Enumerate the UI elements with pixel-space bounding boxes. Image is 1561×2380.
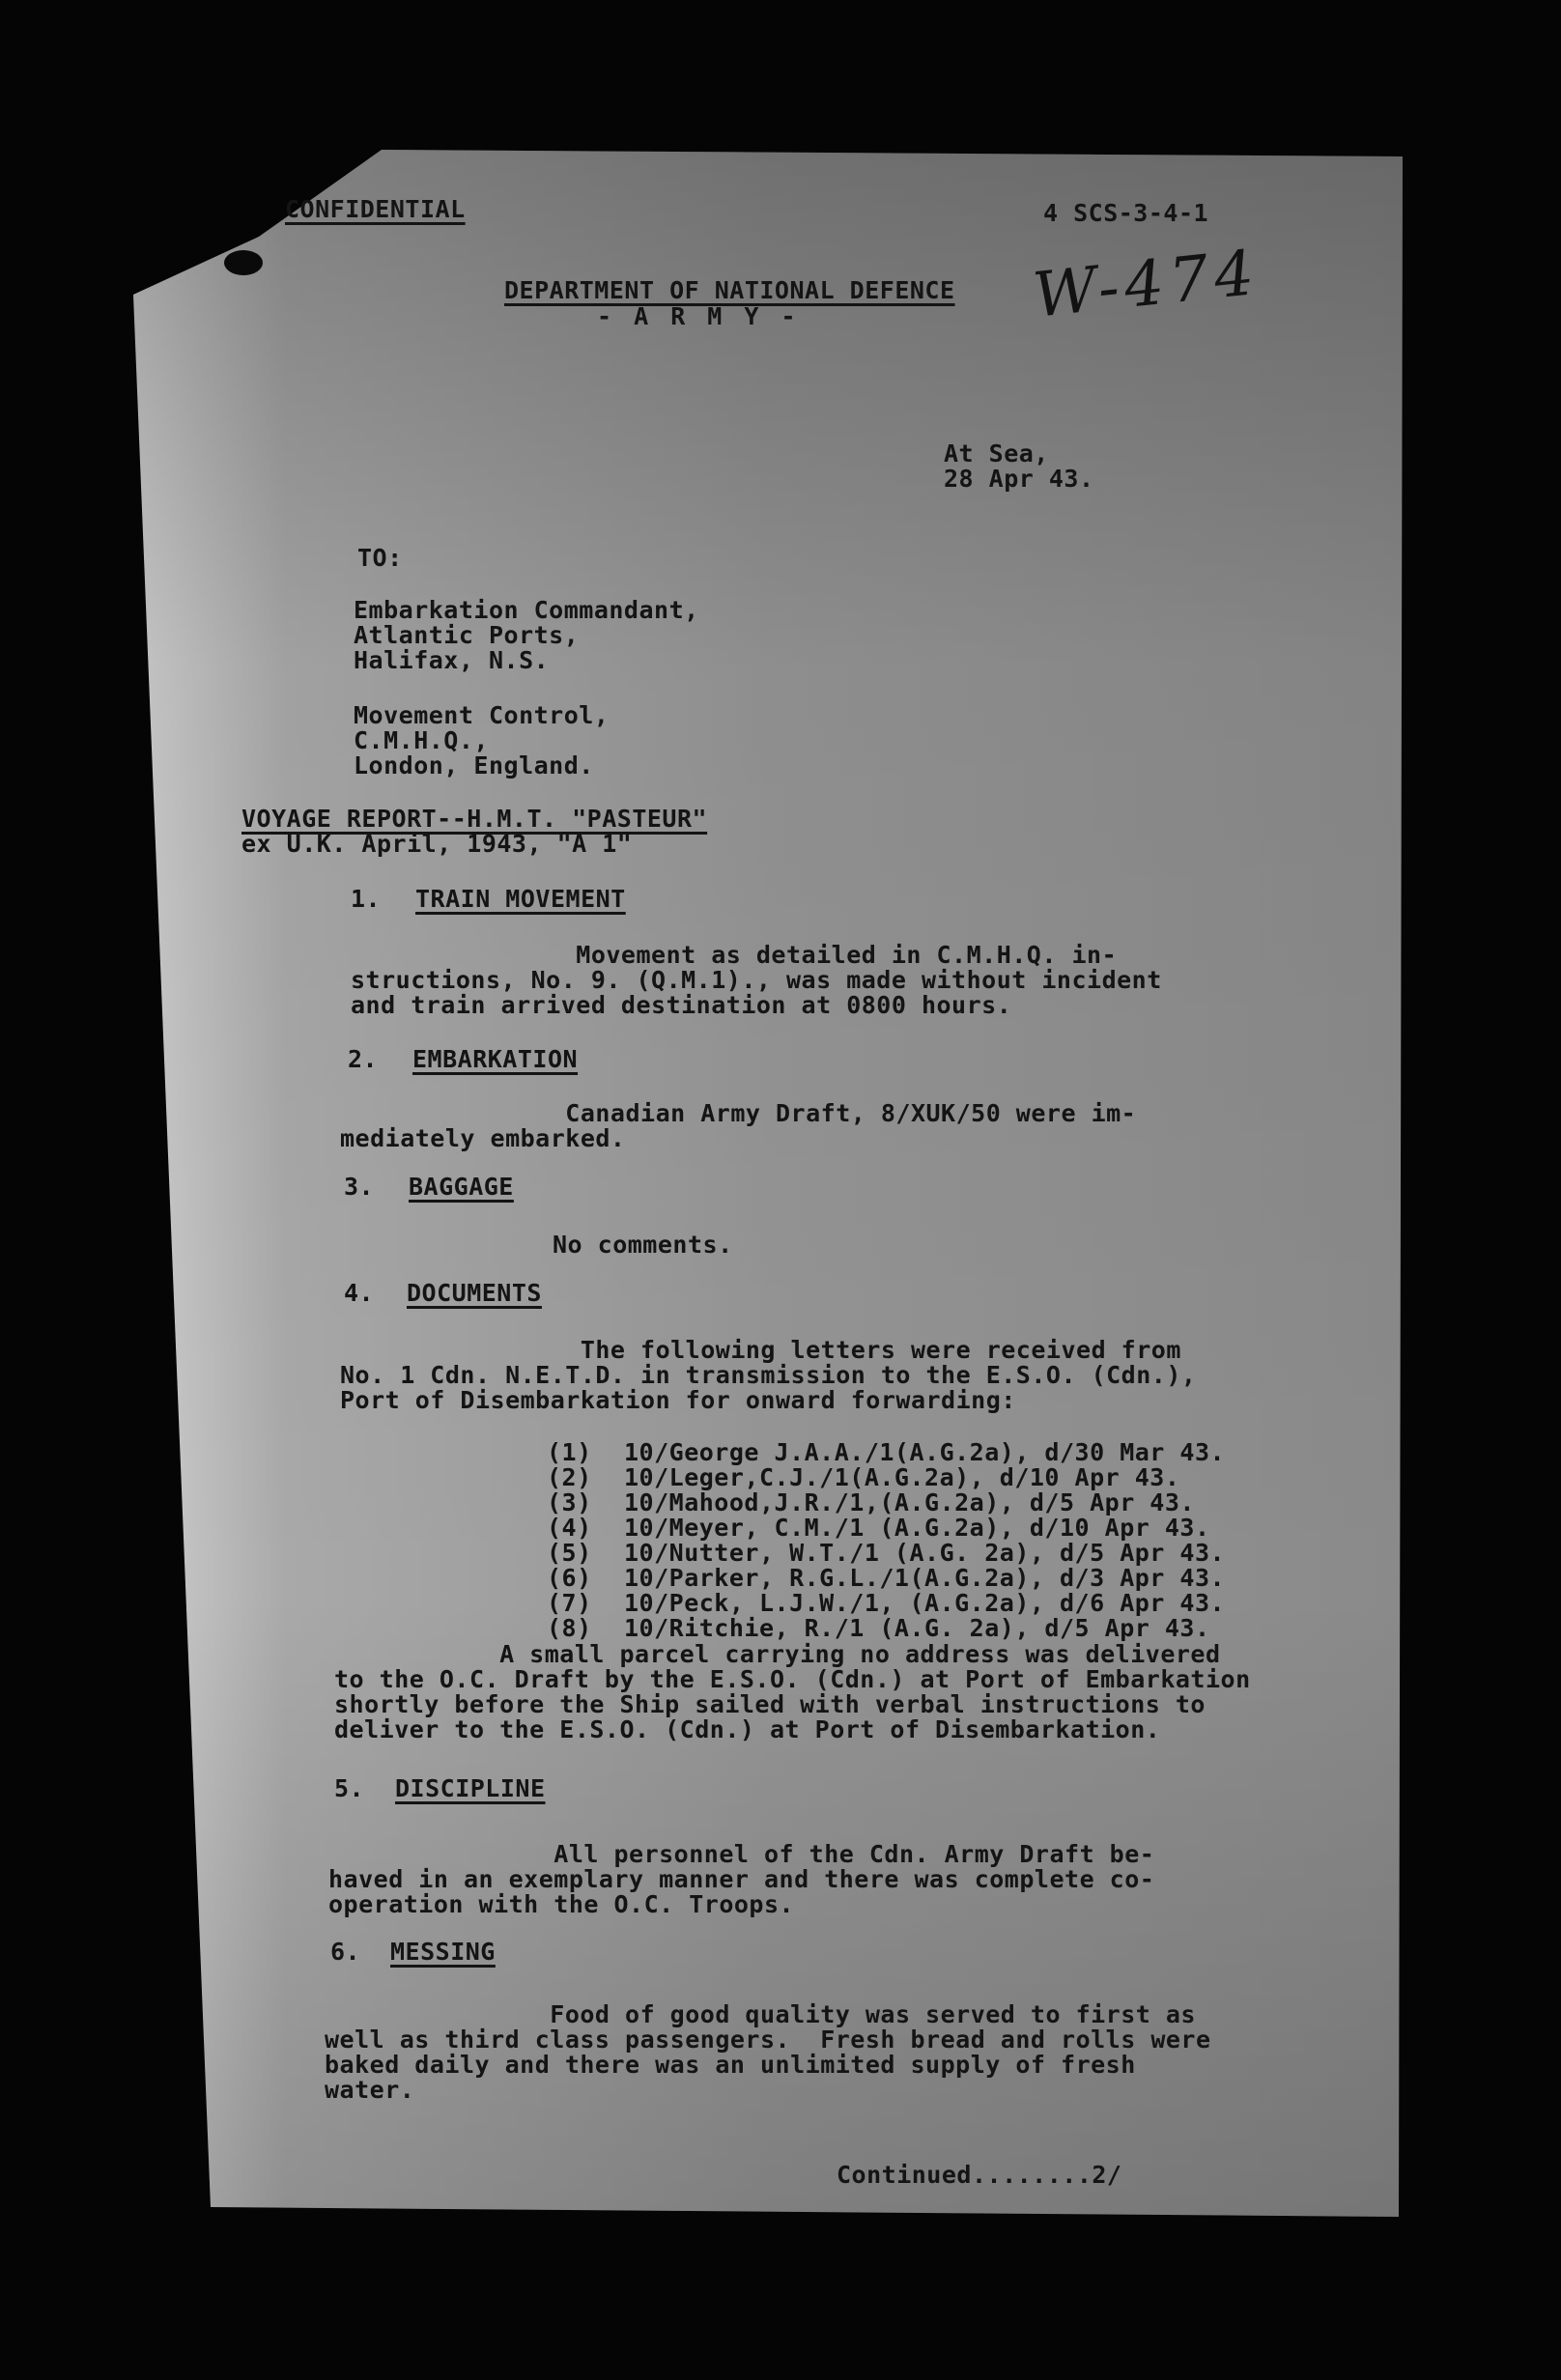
item-text: 10/George J.A.A./1(A.G.2a), d/30 Mar 43. (624, 1438, 1226, 1466)
document-list-item (547, 1515, 1210, 1541)
item-number: (2) (547, 1463, 592, 1491)
item-text: 10/Peck, L.J.W./1, (A.G.2a), d/6 Apr 43. (624, 1589, 1226, 1617)
recipient-line: Embarkation Commandant, (354, 596, 699, 624)
department-heading: DEPARTMENT OF NATIONAL DEFENCE (504, 276, 955, 304)
body-line: and train arrived destination at 0800 hours. (351, 991, 1012, 1019)
punch-hole (224, 250, 263, 275)
item-text: 10/Ritchie, R./1 (A.G. 2a), d/5 Apr 43. (624, 1614, 1210, 1642)
item-number: (5) (547, 1539, 592, 1567)
body-line: water. (325, 2076, 415, 2104)
section-number: 1. (351, 885, 382, 913)
section-heading: DISCIPLINE (395, 1774, 546, 1802)
recipient-line: Halifax, N.S. (354, 646, 550, 674)
item-number: (3) (547, 1488, 592, 1516)
body-line: No. 1 Cdn. N.E.T.D. in transmission to the E.S.O. (Cdn.), (340, 1361, 1197, 1389)
section-number: 5. (334, 1774, 365, 1802)
body-line: Movement as detailed in C.M.H.Q. in- (351, 941, 1118, 969)
item-text: 10/Leger,C.J./1(A.G.2a), d/10 Apr 43. (624, 1463, 1180, 1491)
body-line: operation with the O.C. Troops. (328, 1890, 795, 1918)
item-number: (7) (547, 1589, 592, 1617)
section-heading: DOCUMENTS (407, 1279, 542, 1307)
document-list-item (547, 1464, 1179, 1490)
recipient-line: Movement Control, (354, 701, 610, 729)
recipient-line: Atlantic Ports, (354, 621, 580, 649)
document-list-item (547, 1540, 1225, 1566)
document-list-item (547, 1565, 1225, 1591)
section-heading: TRAIN MOVEMENT (415, 885, 626, 913)
item-number: (4) (547, 1514, 592, 1542)
item-text: 10/Parker, R.G.L./1(A.G.2a), d/3 Apr 43. (624, 1564, 1226, 1592)
date: 28 Apr 43. (944, 465, 1094, 493)
section-number: 6. (330, 1938, 361, 1966)
section-heading: EMBARKATION (412, 1045, 579, 1073)
item-text: 10/Meyer, C.M./1 (A.G.2a), d/10 Apr 43. (624, 1514, 1210, 1542)
body-line: mediately embarked. (340, 1124, 626, 1152)
document-list-item (547, 1590, 1225, 1616)
place: At Sea, (944, 439, 1049, 468)
section-number: 3. (344, 1173, 375, 1201)
report-subtitle: ex U.K. April, 1943, "A 1" (241, 830, 633, 858)
body-line: Food of good quality was served to first as (325, 2000, 1196, 2028)
section-heading: MESSING (390, 1938, 496, 1966)
section-number: 4. (344, 1279, 375, 1307)
body-line: Canadian Army Draft, 8/XUK/50 were im- (340, 1099, 1137, 1127)
item-text: 10/Mahood,J.R./1,(A.G.2a), d/5 Apr 43. (624, 1488, 1195, 1516)
continued-note: Continued........2/ (837, 2161, 1122, 2189)
body-line: baked daily and there was an unlimited supply of fresh (325, 2051, 1136, 2079)
document-list-item (547, 1439, 1225, 1465)
item-number: (1) (547, 1438, 592, 1466)
section-heading: BAGGAGE (409, 1173, 514, 1201)
body-line: deliver to the E.S.O. (Cdn.) at Port of Disembarkation. (334, 1715, 1161, 1743)
recipient-line: London, England. (354, 751, 594, 779)
body-line: Port of Disembarkation for onward forwarding: (340, 1386, 1016, 1414)
body-line: to the O.C. Draft by the E.S.O. (Cdn.) at Port of Embarkation (334, 1665, 1251, 1693)
body-line: All personnel of the Cdn. Army Draft be- (328, 1840, 1155, 1868)
body-line: A small parcel carrying no address was delivered (334, 1640, 1221, 1668)
to-label: TO: (357, 544, 403, 572)
report-title: VOYAGE REPORT--H.M.T. "PASTEUR" (241, 805, 708, 833)
item-text: 10/Nutter, W.T./1 (A.G. 2a), d/5 Apr 43. (624, 1539, 1226, 1567)
body-line: shortly before the Ship sailed with verbal instructions to (334, 1690, 1206, 1718)
section-number: 2. (348, 1045, 379, 1073)
recipient-line: C.M.H.Q., (354, 726, 489, 754)
item-number: (8) (547, 1614, 592, 1642)
file-reference: 4 SCS-3-4-1 (1043, 199, 1209, 227)
body-line: well as third class passengers. Fresh bread and rolls were (325, 2026, 1211, 2054)
body-line: The following letters were received from (340, 1336, 1181, 1364)
handwritten-number: W-474 (1030, 237, 1263, 332)
body-line: No comments. (553, 1231, 733, 1259)
document-list-item (547, 1489, 1195, 1516)
item-number: (6) (547, 1564, 592, 1592)
classification: CONFIDENTIAL (285, 195, 466, 223)
document-list-item (547, 1615, 1210, 1641)
body-line: structions, No. 9. (Q.M.1)., was made without incident (351, 966, 1162, 994)
branch-heading: - A R M Y - (597, 302, 800, 330)
body-line: haved in an exemplary manner and there was complete co- (328, 1865, 1155, 1893)
